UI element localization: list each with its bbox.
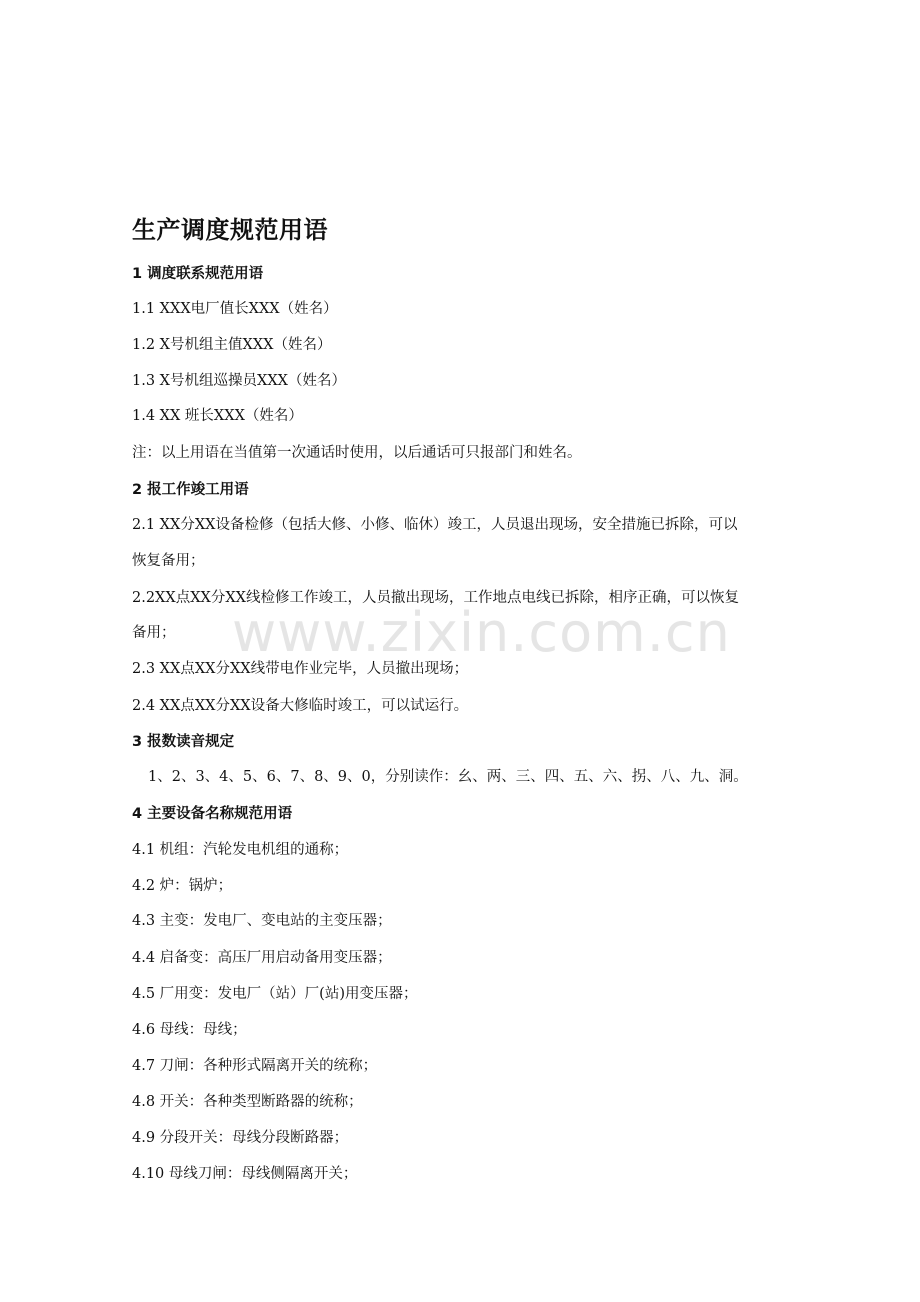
list-item: 4.1 机组：汽轮发电机组的通称；: [132, 842, 349, 858]
list-item-continuation: 备用；: [132, 625, 176, 641]
list-item: 4.6 母线：母线；: [132, 1022, 247, 1038]
section-4-heading: 4 主要设备名称规范用语: [132, 806, 293, 822]
list-item: 2.2XX点XX分XX线检修工作竣工，人员撤出现场，工作地点电线已拆除，相序正确，可以恢复: [132, 590, 739, 606]
list-item: 1.3 X号机组巡操员XXX（姓名）: [132, 373, 346, 389]
watermark-text: www.zixin.com.cn: [232, 601, 731, 664]
list-item: 4.10 母线刀闸：母线侧隔离开关；: [132, 1166, 358, 1182]
list-item: 4.2 炉：锅炉；: [132, 878, 233, 894]
list-item: 1.2 X号机组主值XXX（姓名）: [132, 337, 332, 353]
list-item: 2.1 XX分XX设备检修（包括大修、小修、临休）竣工，人员退出现场，安全措施已拆除，可以: [132, 517, 738, 533]
list-item: 4.3 主变：发电厂、变电站的主变压器；: [132, 913, 392, 929]
list-item: 4.7 刀闸：各种形式隔离开关的统称；: [132, 1058, 378, 1074]
list-item: 4.9 分段开关：母线分段断路器；: [132, 1130, 349, 1146]
document-title: 生产调度规范用语: [132, 216, 328, 244]
list-item: 4.8 开关：各种类型断路器的统称；: [132, 1094, 363, 1110]
list-item: 1.4 XX 班长XXX（姓名）: [132, 408, 303, 424]
section-3-text: 1、2、3、4、5、6、7、8、9、0，分别读作：幺、两、三、四、五、六、拐、八、九、洞。: [148, 769, 748, 785]
section-2-heading: 2 报工作竣工用语: [132, 482, 249, 498]
list-item: 2.3 XX点XX分XX线带电作业完毕，人员撤出现场；: [132, 661, 469, 677]
section-1-heading: 1 调度联系规范用语: [132, 266, 264, 282]
list-item: 2.4 XX点XX分XX设备大修临时竣工，可以试运行。: [132, 698, 469, 714]
section-3-heading: 3 报数读音规定: [132, 734, 235, 750]
section-1-note: 注：以上用语在当值第一次通话时使用，以后通话可只报部门和姓名。: [132, 445, 582, 461]
list-item-continuation: 恢复备用；: [132, 553, 205, 569]
list-item: 1.1 XXX电厂值长XXX（姓名）: [132, 301, 338, 317]
list-item: 4.4 启备变：高压厂用启动备用变压器；: [132, 950, 392, 966]
list-item: 4.5 厂用变：发电厂（站）厂(站)用变压器；: [132, 986, 418, 1002]
